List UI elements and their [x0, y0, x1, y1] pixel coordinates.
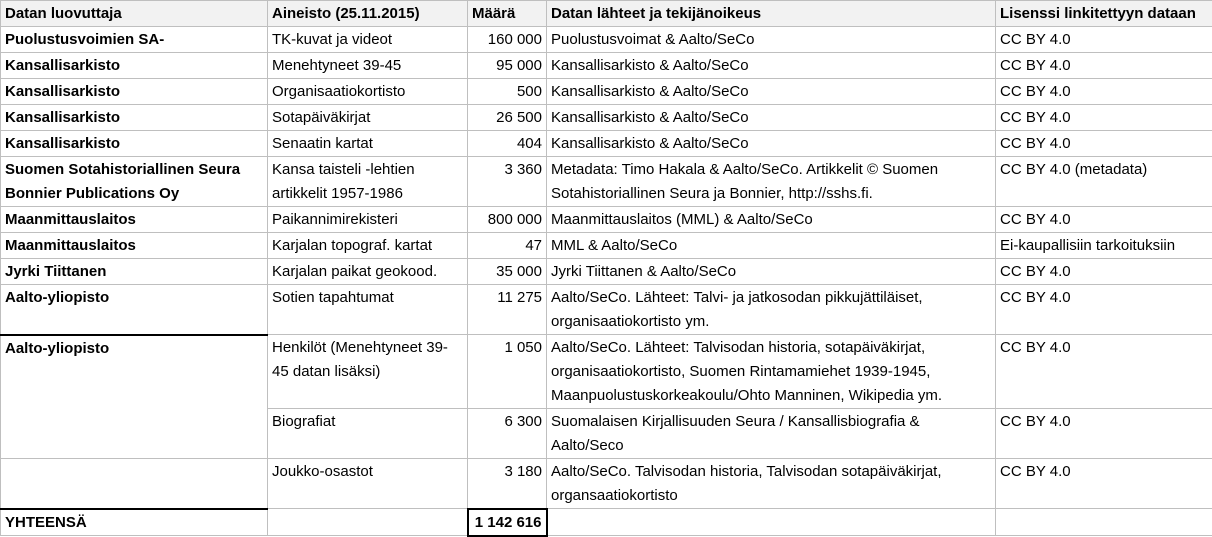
table-row — [1, 157, 1212, 207]
cell-dataset[interactable]: Biografiat — [268, 409, 468, 459]
col-header-dataset[interactable]: Aineisto (25.11.2015) — [268, 1, 468, 27]
cell-dataset[interactable]: Sotien tapahtumat — [268, 285, 468, 335]
cell-line: Aalto/SeCo. Lähteet: Talvisodan historia, sotapäiväkirjat, — [551, 339, 925, 356]
cell-line: 45 datan lisäksi) — [272, 363, 380, 380]
cell-line: organisaatiokortisto, Suomen Rintamamiehet 1939-1945, — [551, 363, 930, 380]
cell-license[interactable]: CC BY 4.0 — [996, 53, 1212, 79]
cell-amount[interactable]: 35 000 — [468, 259, 547, 285]
col-header-rights[interactable]: Datan lähteet ja tekijänoikeus — [547, 1, 996, 27]
cell-dataset[interactable] — [268, 509, 468, 536]
table-row — [1, 53, 1212, 79]
cell-rights[interactable]: Kansallisarkisto & Aalto/SeCo — [547, 53, 996, 79]
cell-rights[interactable]: Kansallisarkisto & Aalto/SeCo — [547, 131, 996, 157]
cell-license[interactable]: CC BY 4.0 — [996, 285, 1212, 335]
table-row — [1, 409, 1212, 459]
cell-rights[interactable]: Puolustusvoimat & Aalto/SeCo — [547, 27, 996, 53]
cell-line: Aalto/SeCo. Lähteet: Talvi- ja jatkosodan pikkujättiläiset, — [551, 289, 923, 306]
cell-line: Sotahistoriallinen Seura ja Bonnier, http://sshs.fi. — [551, 185, 873, 202]
cell-license[interactable] — [996, 509, 1212, 536]
cell-source[interactable]: Puolustusvoimien SA- — [1, 27, 268, 53]
cell-amount[interactable]: 800 000 — [468, 207, 547, 233]
cell-rights[interactable] — [547, 409, 996, 459]
cell-amount[interactable]: 26 500 — [468, 105, 547, 131]
cell-line: organisaatiokortisto ym. — [551, 313, 709, 330]
cell-line: Bonnier Publications Oy — [5, 185, 179, 202]
table-row — [1, 233, 1212, 259]
cell-line: Maanpuolustuskorkeakoulu/Ohto Manninen, Wikipedia ym. — [551, 387, 942, 404]
cell-amount[interactable]: 11 275 — [468, 285, 547, 335]
col-header-amount[interactable]: Määrä — [468, 1, 547, 27]
cell-license[interactable]: CC BY 4.0 — [996, 259, 1212, 285]
cell-dataset[interactable]: Joukko-osastot — [268, 459, 468, 509]
cell-rights[interactable] — [547, 157, 996, 207]
cell-rights[interactable]: Kansallisarkisto & Aalto/SeCo — [547, 79, 996, 105]
cell-license[interactable]: Ei-kaupallisiin tarkoituksiin — [996, 233, 1212, 259]
cell-amount[interactable]: 95 000 — [468, 53, 547, 79]
cell-amount[interactable]: 1 050 — [468, 335, 547, 409]
cell-source[interactable]: Kansallisarkisto — [1, 105, 268, 131]
cell-amount[interactable]: 500 — [468, 79, 547, 105]
col-header-license[interactable]: Lisenssi linkitettyyn dataan — [996, 1, 1212, 27]
cell-dataset[interactable] — [268, 157, 468, 207]
cell-license[interactable]: CC BY 4.0 — [996, 131, 1212, 157]
col-header-source[interactable]: Datan luovuttaja — [1, 1, 268, 27]
cell-dataset[interactable]: Menehtyneet 39-45 — [268, 53, 468, 79]
cell-license[interactable]: CC BY 4.0 — [996, 27, 1212, 53]
cell-amount[interactable]: 6 300 — [468, 409, 547, 459]
cell-line: organsaatiokortisto — [551, 487, 678, 504]
table-row — [1, 79, 1212, 105]
cell-license[interactable]: CC BY 4.0 — [996, 207, 1212, 233]
cell-rights[interactable]: Maanmittauslaitos (MML) & Aalto/SeCo — [547, 207, 996, 233]
cell-amount[interactable]: 3 360 — [468, 157, 547, 207]
total-label[interactable]: YHTEENSÄ — [1, 509, 268, 536]
cell-license[interactable]: CC BY 4.0 — [996, 335, 1212, 409]
cell-line: Kansa taisteli -lehtien — [272, 161, 415, 178]
cell-license[interactable]: CC BY 4.0 — [996, 79, 1212, 105]
cell-rights[interactable]: Kansallisarkisto & Aalto/SeCo — [547, 105, 996, 131]
cell-amount[interactable]: 404 — [468, 131, 547, 157]
table-row — [1, 105, 1212, 131]
cell-source[interactable] — [1, 459, 268, 509]
table-row — [1, 207, 1212, 233]
cell-dataset[interactable]: Paikannimirekisteri — [268, 207, 468, 233]
table-row — [1, 335, 1212, 409]
cell-source[interactable] — [1, 157, 268, 207]
cell-line: Suomen Sotahistoriallinen Seura — [5, 161, 240, 178]
cell-source[interactable]: Kansallisarkisto — [1, 79, 268, 105]
cell-source[interactable] — [1, 409, 268, 459]
cell-license[interactable]: CC BY 4.0 — [996, 459, 1212, 509]
table-row — [1, 27, 1212, 53]
cell-source[interactable]: Kansallisarkisto — [1, 53, 268, 79]
cell-amount[interactable]: 47 — [468, 233, 547, 259]
cell-source[interactable]: Maanmittauslaitos — [1, 233, 268, 259]
cell-dataset[interactable]: Karjalan paikat geokood. — [268, 259, 468, 285]
cell-source[interactable]: Jyrki Tiittanen — [1, 259, 268, 285]
cell-dataset[interactable]: Sotapäiväkirjat — [268, 105, 468, 131]
cell-amount[interactable]: 160 000 — [468, 27, 547, 53]
cell-dataset[interactable] — [268, 335, 468, 409]
cell-source[interactable]: Maanmittauslaitos — [1, 207, 268, 233]
cell-rights[interactable] — [547, 335, 996, 409]
cell-line: Suomalaisen Kirjallisuuden Seura / Kansallisbiografia & — [551, 413, 920, 430]
cell-line: Aalto/SeCo. Talvisodan historia, Talvisodan sotapäiväkirjat, — [551, 463, 942, 480]
cell-line: Aalto/Seco — [551, 437, 624, 454]
cell-license[interactable]: CC BY 4.0 — [996, 105, 1212, 131]
cell-license[interactable]: CC BY 4.0 — [996, 409, 1212, 459]
cell-line: Henkilöt (Menehtyneet 39- — [272, 339, 448, 356]
cell-line: Metadata: Timo Hakala & Aalto/SeCo. Artikkelit © Suomen — [551, 161, 938, 178]
table-row — [1, 259, 1212, 285]
total-amount[interactable]: 1 142 616 — [468, 509, 547, 536]
table-row — [1, 459, 1212, 509]
total-row — [1, 509, 1212, 536]
cell-amount[interactable]: 3 180 — [468, 459, 547, 509]
cell-line: artikkelit 1957-1986 — [272, 185, 403, 202]
cell-rights[interactable] — [547, 285, 996, 335]
cell-dataset[interactable]: Karjalan topograf. kartat — [268, 233, 468, 259]
cell-rights[interactable] — [547, 459, 996, 509]
cell-dataset[interactable]: TK-kuvat ja videot — [268, 27, 468, 53]
cell-source[interactable]: Aalto-yliopisto — [1, 285, 268, 335]
cell-rights[interactable] — [547, 509, 996, 536]
cell-license[interactable]: CC BY 4.0 (metadata) — [996, 157, 1212, 207]
cell-dataset[interactable]: Senaatin kartat — [268, 131, 468, 157]
cell-source[interactable]: Kansallisarkisto — [1, 131, 268, 157]
header-row — [1, 1, 1212, 27]
cell-rights[interactable]: Jyrki Tiittanen & Aalto/SeCo — [547, 259, 996, 285]
table-row — [1, 131, 1212, 157]
table-row — [1, 285, 1212, 335]
cell-dataset[interactable]: Organisaatiokortisto — [268, 79, 468, 105]
cell-source[interactable]: Aalto-yliopisto — [1, 335, 268, 409]
cell-rights[interactable]: MML & Aalto/SeCo — [547, 233, 996, 259]
